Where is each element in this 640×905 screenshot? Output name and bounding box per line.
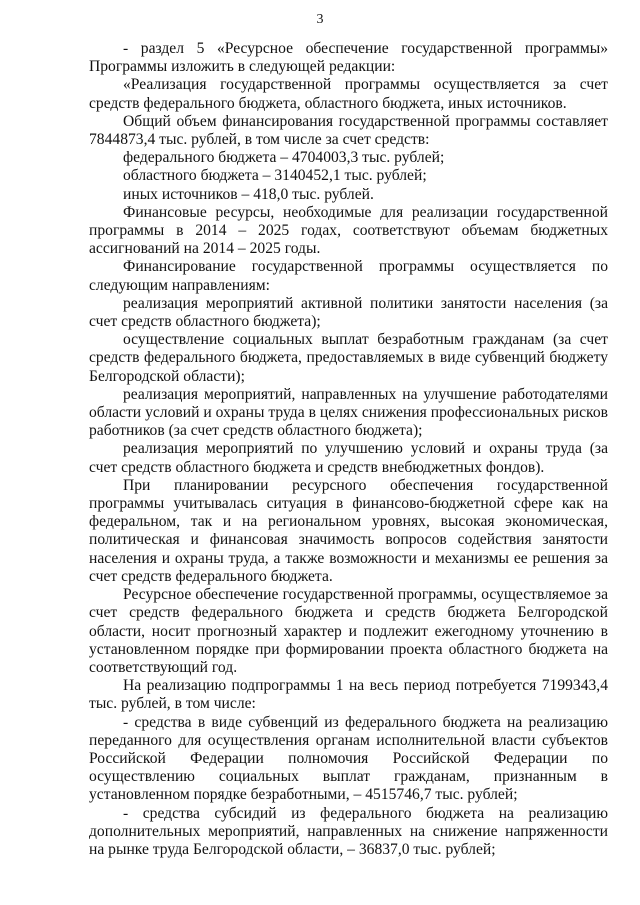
paragraph-federal-budget: федерального бюджета – 4704003,3 тыс. рублей; [123, 149, 445, 167]
paragraph-funding-sources: «Реализация государственной программы осуществляется за счет средств федерального бюджета, областного бюджета, иных источников. [89, 76, 608, 112]
paragraph-direction-employment-policy: реализация мероприятий активной политики занятости населения (за счет средств областного бюджета); [89, 294, 608, 331]
paragraph-subprogram-1-total: На реализацию подпрограммы 1 на весь период потребуется 7199343,4 тыс. рублей, в том числе: [89, 677, 608, 713]
paragraph-total-funding: Общий объем финансирования государственной программы составляет 7844873,4 тыс. рублей, в том числе за счет средств: [89, 112, 608, 149]
paragraph-planning-considerations: При планировании ресурсного обеспечения государственной программы учитывалась ситуация в финансово-бюджетной сфере как на федеральном, так и на региональном уровнях, высокая экономическая, политическая и финансовая значимость вопросов содействия занятости населения и охраны труда, а также возможности и механизмы ее решения за счет средств федерального бюджета. [89, 476, 608, 585]
paragraph-direction-employer-safety: реализация мероприятий, направленных на улучшение работодателями области условий и охраны труда в целях снижения профессиональных рисков работников (за счет средств областного бюджета); [89, 385, 608, 440]
paragraph-financial-resources: Финансовые ресурсы, необходимые для реализации государственной программы в 2014 – 2025 годах, соответствуют объемам бюджетных ассигнований на 2014 – 2025 годы. [89, 203, 608, 258]
paragraph-federal-subsidies: - средства субсидий из федерального бюджета на реализацию дополнительных мероприятий, направленных на снижение напряженности на рынке труда Белгородской области, – 36837,0 тыс. рублей; [89, 804, 608, 858]
paragraph-other-sources: иных источников – 418,0 тыс. рублей. [123, 185, 374, 203]
paragraph-forecast-nature: Ресурсное обеспечение государственной программы, осуществляемое за счет средств федерального бюджета и средств бюджета Белгородской области, носит прогнозный характер и подлежит ежегодному уточнению в установленном порядке при формировании проекта областного бюджета на соответствующий год. [89, 586, 608, 676]
paragraph-funding-directions: Финансирование государственной программы осуществляется по следующим направлениям: [89, 258, 608, 294]
paragraph-direction-labor-protection: реализация мероприятий по улучшению условий и охраны труда (за счет средств областного бюджета и средств внебюджетных фондов). [89, 440, 608, 476]
paragraph-federal-subventions: - средства в виде субвенций из федерального бюджета на реализацию переданного для осуществления органам исполнительной власти субъектов Российской Федерации полномочия Российской Федерации по осуществлению социальных выплат гражданам, признанным в установленном порядке безработными, – 4515746,7 тыс. рублей; [89, 713, 608, 804]
paragraph-regional-budget: областного бюджета – 3140452,1 тыс. рублей; [123, 167, 427, 185]
paragraph-direction-social-payments: осуществление социальных выплат безработным гражданам (за счет средств федерального бюджета, предоставляемых в виде субвенций бюджету Белгородской области); [89, 331, 608, 385]
document-body [89, 40, 608, 859]
page-number: 3 [316, 12, 324, 27]
paragraph-section-5-amendment: - раздел 5 «Ресурсное обеспечение государственной программы» Программы изложить в следующей редакции: [89, 40, 608, 76]
